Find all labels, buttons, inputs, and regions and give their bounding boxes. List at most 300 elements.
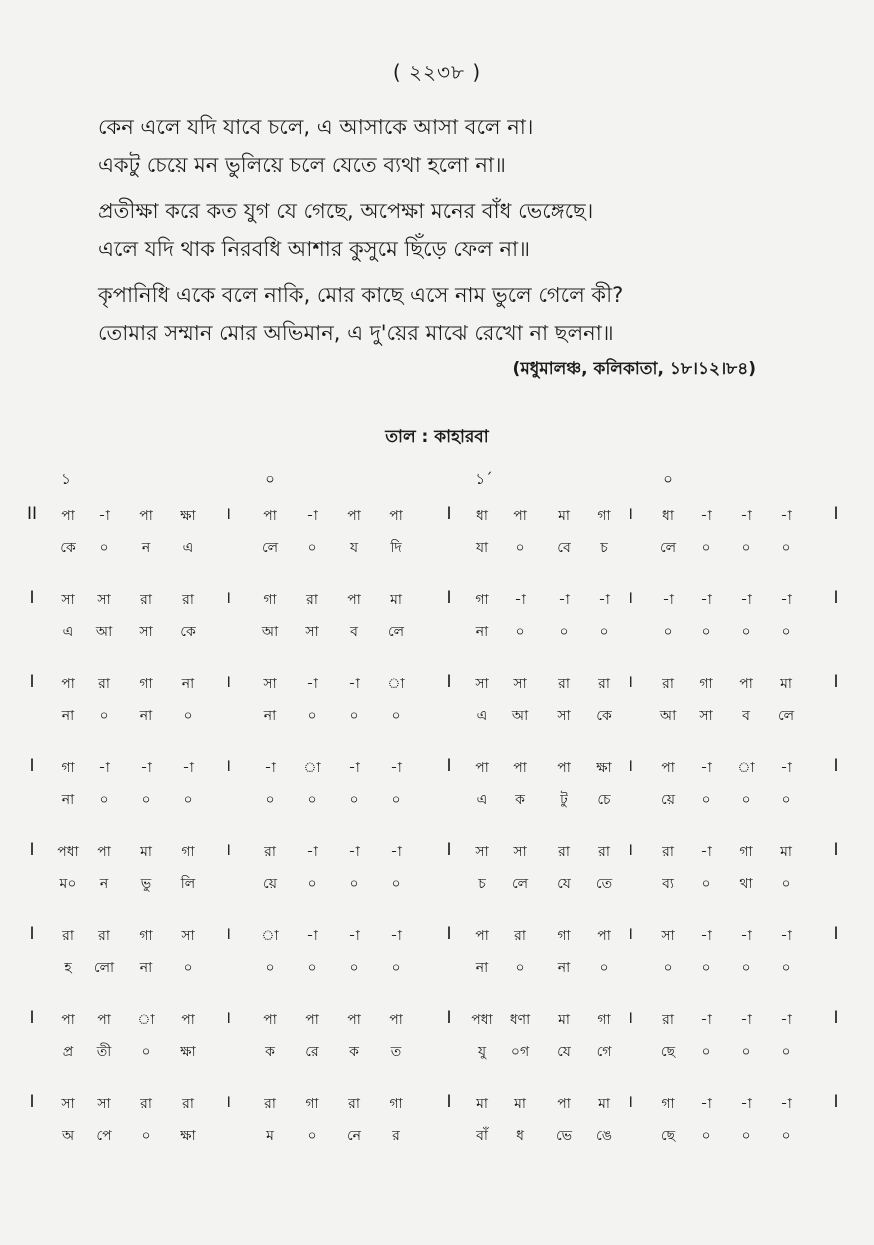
- swara-note: ধা: [476, 508, 488, 524]
- lyric-syllable: দি: [390, 540, 402, 556]
- lyric-syllable: সা: [557, 708, 571, 724]
- lyric-syllable: না: [139, 708, 153, 724]
- swara-note: সা: [61, 592, 75, 608]
- beat-marker: ১´: [475, 470, 493, 488]
- swara-note: রা: [182, 1096, 194, 1112]
- lyric-syllable: ০: [141, 1044, 151, 1060]
- beat-marker: ০: [663, 470, 673, 488]
- bar-line: I: [29, 1008, 35, 1028]
- swara-note: -া: [740, 1012, 752, 1028]
- bar-line: I: [29, 1092, 35, 1112]
- bar-line: I: [446, 1092, 452, 1112]
- lyric-syllable: কে: [180, 624, 196, 640]
- lyric-syllable: ০: [781, 792, 791, 808]
- lyric-syllable: ০: [701, 540, 711, 556]
- swara-note: -া: [740, 1096, 752, 1112]
- swara-note: ক্ষা: [180, 508, 196, 524]
- lyric-syllable: ০: [307, 960, 317, 976]
- lyric-syllable: যে: [557, 876, 571, 892]
- lyric-syllable: ০: [781, 1044, 791, 1060]
- lyric-syllable: ০: [599, 624, 609, 640]
- lyric-line: প্রতীক্ষা করে কত যুগ যে গেছে, অপেক্ষা মনের বাঁধ ভেঙ্গেছে।: [98, 199, 594, 223]
- swara-note: -া: [780, 1096, 792, 1112]
- bar-line: ।: [626, 1092, 634, 1112]
- swara-note: রা: [598, 844, 610, 860]
- lyric-syllable: না: [475, 960, 489, 976]
- lyric-syllable: ক: [515, 792, 525, 808]
- swara-note: গা: [305, 1096, 319, 1112]
- lyric-syllable: ০: [307, 1128, 317, 1144]
- swara-note: পা: [739, 676, 753, 692]
- lyric-syllable: ০: [781, 960, 791, 976]
- lyric-syllable: ধ: [516, 1128, 524, 1144]
- lyric-syllable: না: [61, 708, 75, 724]
- swara-note: -া: [98, 760, 110, 776]
- swara-note: পা: [139, 508, 153, 524]
- lyric-syllable: চ: [600, 540, 608, 556]
- lyric-syllable: ম: [266, 1128, 274, 1144]
- swara-note: গা: [597, 508, 611, 524]
- bar-line: I: [446, 756, 452, 776]
- swara-note: -া: [306, 844, 318, 860]
- bar-line: I: [29, 588, 35, 608]
- swara-note: -া: [390, 928, 402, 944]
- composition-signature: (মধুমালঞ্চ, কলিকাতা, ১৮।১২।৮৪): [512, 359, 756, 379]
- swara-note: মা: [780, 676, 792, 692]
- bar-line: I: [833, 924, 839, 944]
- lyric-syllable: ০: [391, 960, 401, 976]
- lyric-syllable: এ: [476, 792, 488, 808]
- lyric-syllable: ০: [701, 1128, 711, 1144]
- lyric-line: তোমার সম্মান মোর অভিমান, এ দু'য়ের মাঝে রেখো না ছলনা॥: [98, 321, 614, 345]
- lyric-syllable: সা: [139, 624, 153, 640]
- swara-note: -া: [700, 1096, 712, 1112]
- swara-note: -া: [700, 760, 712, 776]
- lyric-syllable: ০: [141, 1128, 151, 1144]
- swara-note: -া: [700, 508, 712, 524]
- lyric-syllable: ন: [99, 876, 109, 892]
- lyric-syllable: ০: [701, 876, 711, 892]
- lyric-syllable: ০: [781, 1128, 791, 1144]
- lyric-syllable: ভে: [555, 1128, 573, 1144]
- lyric-line: কেন এলে যদি যাবে চলে, এ আসাকে আসা বলে না।: [98, 115, 534, 139]
- swara-note: সা: [97, 1096, 111, 1112]
- swara-note: মা: [514, 1096, 526, 1112]
- swara-note: সা: [513, 844, 527, 860]
- swara-note: -া: [780, 928, 792, 944]
- swara-note: গা: [389, 1096, 403, 1112]
- lyric-syllable: তী: [96, 1044, 112, 1060]
- lyric-syllable: ০: [99, 708, 109, 724]
- bar-line: ।: [224, 1008, 232, 1028]
- lyric-syllable: আ: [511, 708, 529, 724]
- swara-note: পা: [347, 508, 361, 524]
- swara-note: া: [303, 760, 321, 776]
- swara-note: রা: [264, 844, 276, 860]
- swara-note: পা: [513, 760, 527, 776]
- swara-note: গা: [597, 1012, 611, 1028]
- swara-note: া: [387, 676, 405, 692]
- lyric-syllable: ০: [741, 1044, 751, 1060]
- lyric-syllable: ঙে: [596, 1128, 612, 1144]
- swara-note: রা: [140, 1096, 152, 1112]
- bar-line: I: [29, 840, 35, 860]
- lyric-syllable: ছে: [660, 1128, 676, 1144]
- lyric-syllable: এ: [476, 708, 488, 724]
- lyric-syllable: ০: [307, 540, 317, 556]
- swara-note: মা: [558, 508, 570, 524]
- bar-line: ।: [224, 924, 232, 944]
- swara-note: রা: [140, 592, 152, 608]
- swara-note: গা: [557, 928, 571, 944]
- lyric-syllable: সা: [699, 708, 713, 724]
- swara-note: -া: [598, 592, 610, 608]
- lyric-syllable: ক্ষা: [180, 1128, 196, 1144]
- swara-note: -া: [348, 676, 360, 692]
- swara-note: সা: [181, 928, 195, 944]
- swara-note: পা: [557, 760, 571, 776]
- swara-note: সা: [513, 676, 527, 692]
- bar-line: ।: [626, 504, 634, 524]
- lyric-syllable: ০: [265, 960, 275, 976]
- swara-note: পধা: [471, 1012, 493, 1028]
- lyric-syllable: যে: [557, 1044, 571, 1060]
- swara-note: রা: [348, 1096, 360, 1112]
- lyric-syllable: ০: [307, 708, 317, 724]
- lyric-syllable: গে: [596, 1044, 612, 1060]
- swara-note: রা: [662, 844, 674, 860]
- lyric-syllable: কে: [596, 708, 612, 724]
- swara-note: -া: [348, 760, 360, 776]
- swara-note: -া: [98, 508, 110, 524]
- lyric-syllable: ০: [183, 708, 193, 724]
- swara-note: পা: [97, 1012, 111, 1028]
- swara-note: পা: [557, 1096, 571, 1112]
- lyric-syllable: ০: [349, 708, 359, 724]
- swara-note: -া: [182, 760, 194, 776]
- swara-note: পা: [305, 1012, 319, 1028]
- swara-note: রা: [98, 676, 110, 692]
- swara-note: ধা: [662, 508, 674, 524]
- swara-note: গা: [475, 592, 489, 608]
- lyric-syllable: ক্ষা: [180, 1044, 196, 1060]
- lyric-syllable: ০: [265, 792, 275, 808]
- swara-note: -া: [700, 844, 712, 860]
- bar-line: I: [29, 756, 35, 776]
- lyric-syllable: লি: [180, 876, 196, 892]
- bar-line: ।: [224, 588, 232, 608]
- lyric-syllable: ০: [99, 792, 109, 808]
- lyric-syllable: ০: [701, 624, 711, 640]
- lyric-line: একটু চেয়ে মন ভুলিয়ে চলে যেতে ব্যথা হলো না॥: [98, 153, 506, 177]
- bar-line: II: [26, 504, 38, 524]
- page-number: ( ২২৩৮ ): [392, 60, 482, 84]
- lyric-syllable: ০গ: [510, 1044, 530, 1060]
- lyric-syllable: ০: [349, 792, 359, 808]
- swara-note: সা: [263, 676, 277, 692]
- lyric-syllable: ০: [741, 792, 751, 808]
- lyric-syllable: আ: [261, 624, 279, 640]
- swara-note: সা: [61, 1096, 75, 1112]
- swara-note: -া: [264, 760, 276, 776]
- swara-note: সা: [661, 928, 675, 944]
- swara-note: পা: [61, 676, 75, 692]
- bar-line: I: [833, 588, 839, 608]
- swara-note: মা: [558, 1012, 570, 1028]
- swara-note: পা: [347, 1012, 361, 1028]
- swara-note: পা: [263, 508, 277, 524]
- bar-line: I: [446, 588, 452, 608]
- swara-note: রা: [264, 1096, 276, 1112]
- swara-note: পা: [61, 508, 75, 524]
- bar-line: I: [29, 672, 35, 692]
- swara-note: -া: [700, 592, 712, 608]
- lyric-syllable: নে: [346, 1128, 362, 1144]
- lyric-syllable: যু: [477, 1044, 487, 1060]
- lyric-syllable: ছে: [660, 1044, 676, 1060]
- swara-note: পা: [347, 592, 361, 608]
- bar-line: ।: [626, 924, 634, 944]
- swara-note: -া: [306, 508, 318, 524]
- lyric-syllable: লে: [659, 540, 677, 556]
- lyric-syllable: অ: [61, 1128, 75, 1144]
- swara-note: ক্ষা: [596, 760, 612, 776]
- lyric-syllable: য়ে: [661, 792, 675, 808]
- lyric-syllable: বে: [557, 540, 571, 556]
- bar-line: I: [833, 504, 839, 524]
- lyric-syllable: ০: [515, 960, 525, 976]
- swara-note: পধা: [57, 844, 79, 860]
- beat-marker: ১: [61, 470, 71, 488]
- lyric-syllable: প্র: [62, 1044, 74, 1060]
- lyric-syllable: ০: [391, 792, 401, 808]
- swara-note: া: [137, 1012, 155, 1028]
- bar-line: ।: [626, 588, 634, 608]
- swara-note: পা: [661, 760, 675, 776]
- swara-note: রা: [182, 592, 194, 608]
- lyric-syllable: ন: [141, 540, 151, 556]
- lyric-syllable: ০: [781, 624, 791, 640]
- swara-note: -া: [740, 592, 752, 608]
- lyric-syllable: লে: [777, 708, 795, 724]
- lyric-syllable: হ: [64, 960, 72, 976]
- bar-line: I: [446, 924, 452, 944]
- swara-note: রা: [98, 928, 110, 944]
- lyric-syllable: আ: [659, 708, 677, 724]
- lyric-syllable: আ: [95, 624, 113, 640]
- lyric-syllable: য়ে: [263, 876, 277, 892]
- lyric-syllable: না: [139, 960, 153, 976]
- swara-note: রা: [662, 676, 674, 692]
- lyric-syllable: ত: [390, 1044, 402, 1060]
- lyric-syllable: ০: [183, 792, 193, 808]
- lyric-syllable: ০: [741, 540, 751, 556]
- lyric-syllable: এ: [182, 540, 194, 556]
- swara-note: া: [737, 760, 755, 776]
- bar-line: ।: [224, 840, 232, 860]
- bar-line: ।: [224, 672, 232, 692]
- swara-note: গা: [263, 592, 277, 608]
- lyric-syllable: সা: [305, 624, 319, 640]
- swara-note: গা: [139, 676, 153, 692]
- swara-note: রা: [514, 928, 526, 944]
- bar-line: I: [833, 840, 839, 860]
- lyric-syllable: ০: [701, 1044, 711, 1060]
- swara-note: -া: [700, 1012, 712, 1028]
- swara-note: পা: [513, 508, 527, 524]
- lyric-syllable: ০: [515, 540, 525, 556]
- lyric-syllable: ০: [599, 960, 609, 976]
- swara-note: -া: [390, 844, 402, 860]
- lyric-syllable: ০: [515, 624, 525, 640]
- lyric-syllable: লে: [387, 624, 405, 640]
- swara-note: -া: [700, 928, 712, 944]
- lyric-syllable: য: [349, 540, 359, 556]
- swara-note: -া: [558, 592, 570, 608]
- swara-note: সা: [475, 844, 489, 860]
- lyric-syllable: রে: [305, 1044, 319, 1060]
- swara-note: -া: [348, 844, 360, 860]
- lyric-syllable: ০: [391, 876, 401, 892]
- lyric-syllable: ক: [349, 1044, 359, 1060]
- swara-note: রা: [306, 592, 318, 608]
- bar-line: ।: [224, 1092, 232, 1112]
- lyric-syllable: এ: [62, 624, 74, 640]
- lyric-syllable: লে: [261, 540, 279, 556]
- lyric-syllable: র: [392, 1128, 400, 1144]
- lyric-syllable: ভু: [140, 876, 152, 892]
- bar-line: ।: [626, 1008, 634, 1028]
- lyric-syllable: লো: [93, 960, 115, 976]
- swara-note: গা: [139, 928, 153, 944]
- swara-note: পা: [597, 928, 611, 944]
- lyric-syllable: ০: [781, 876, 791, 892]
- lyric-syllable: থা: [739, 876, 753, 892]
- lyric-syllable: ম০: [59, 876, 77, 892]
- swara-note: গা: [699, 676, 713, 692]
- bar-line: I: [833, 672, 839, 692]
- swara-note: গা: [61, 760, 75, 776]
- lyric-syllable: ০: [741, 960, 751, 976]
- lyric-syllable: ০: [701, 792, 711, 808]
- swara-note: রা: [662, 1012, 674, 1028]
- swara-note: ধণা: [509, 1012, 531, 1028]
- lyric-syllable: ০: [741, 1128, 751, 1144]
- lyric-syllable: ০: [99, 540, 109, 556]
- bar-line: I: [833, 756, 839, 776]
- lyric-syllable: পে: [96, 1128, 112, 1144]
- bar-line: I: [446, 504, 452, 524]
- bar-line: ।: [626, 756, 634, 776]
- swara-note: -া: [662, 592, 674, 608]
- bar-line: I: [833, 1092, 839, 1112]
- swara-note: মা: [390, 592, 402, 608]
- swara-note: মা: [780, 844, 792, 860]
- swara-note: রা: [62, 928, 74, 944]
- lyric-syllable: ব: [742, 708, 750, 724]
- lyric-syllable: টু: [560, 792, 568, 808]
- lyric-syllable: ০: [559, 624, 569, 640]
- swara-note: না: [181, 676, 195, 692]
- lyric-syllable: চ: [478, 876, 486, 892]
- lyric-syllable: না: [557, 960, 571, 976]
- swara-note: -া: [740, 508, 752, 524]
- swara-note: সা: [97, 592, 111, 608]
- lyric-syllable: লে: [511, 876, 529, 892]
- lyric-syllable: ০: [349, 960, 359, 976]
- lyric-syllable: ০: [663, 960, 673, 976]
- lyric-syllable: ০: [391, 708, 401, 724]
- swara-note: সা: [475, 676, 489, 692]
- swara-note: -া: [348, 928, 360, 944]
- swara-note: রা: [558, 844, 570, 860]
- lyric-syllable: ০: [781, 540, 791, 556]
- swara-note: পা: [475, 760, 489, 776]
- lyric-syllable: না: [475, 624, 489, 640]
- swara-note: -া: [780, 1012, 792, 1028]
- swara-note: পা: [97, 844, 111, 860]
- lyric-syllable: ০: [741, 624, 751, 640]
- swara-note: -া: [780, 760, 792, 776]
- swara-note: রা: [558, 676, 570, 692]
- swara-note: গা: [181, 844, 195, 860]
- bar-line: ।: [224, 756, 232, 776]
- bar-line: ।: [224, 504, 232, 524]
- swara-note: গা: [661, 1096, 675, 1112]
- lyric-syllable: চে: [597, 792, 611, 808]
- bar-line: ।: [626, 672, 634, 692]
- swara-note: -া: [740, 928, 752, 944]
- swara-note: মা: [598, 1096, 610, 1112]
- swara-note: পা: [389, 1012, 403, 1028]
- lyric-syllable: না: [263, 708, 277, 724]
- lyric-line: এলে যদি থাক নিরবধি আশার কুসুমে ছিঁড়ে ফেল না॥: [98, 237, 530, 261]
- bar-line: I: [833, 1008, 839, 1028]
- bar-line: I: [29, 924, 35, 944]
- lyric-syllable: ব: [350, 624, 358, 640]
- lyric-syllable: ০: [349, 876, 359, 892]
- swara-note: মা: [476, 1096, 488, 1112]
- swara-note: -া: [306, 676, 318, 692]
- swara-note: পা: [389, 508, 403, 524]
- lyric-syllable: ০: [141, 792, 151, 808]
- lyric-syllable: কে: [60, 540, 76, 556]
- swara-note: মা: [140, 844, 152, 860]
- swara-note: পা: [475, 928, 489, 944]
- lyric-line: কৃপানিধি একে বলে নাকি, মোর কাছে এসে নাম ভুলে গেলে কী?: [98, 283, 624, 307]
- taal-heading: তাল : কাহারবা: [385, 427, 489, 447]
- swara-note: -া: [514, 592, 526, 608]
- bar-line: I: [446, 672, 452, 692]
- lyric-syllable: ০: [307, 792, 317, 808]
- bar-line: I: [446, 840, 452, 860]
- swara-note: া: [261, 928, 279, 944]
- swara-note: -া: [780, 592, 792, 608]
- lyric-syllable: ব্য: [662, 876, 674, 892]
- bar-line: ।: [626, 840, 634, 860]
- lyric-syllable: যা: [475, 540, 489, 556]
- lyric-syllable: ক: [265, 1044, 275, 1060]
- swara-note: গা: [739, 844, 753, 860]
- bar-line: I: [446, 1008, 452, 1028]
- lyric-syllable: বাঁ: [476, 1128, 488, 1144]
- swara-note: পা: [181, 1012, 195, 1028]
- lyric-syllable: তে: [595, 876, 613, 892]
- swara-note: -া: [780, 508, 792, 524]
- swara-note: পা: [263, 1012, 277, 1028]
- lyric-syllable: না: [61, 792, 75, 808]
- beat-marker: ০: [265, 470, 275, 488]
